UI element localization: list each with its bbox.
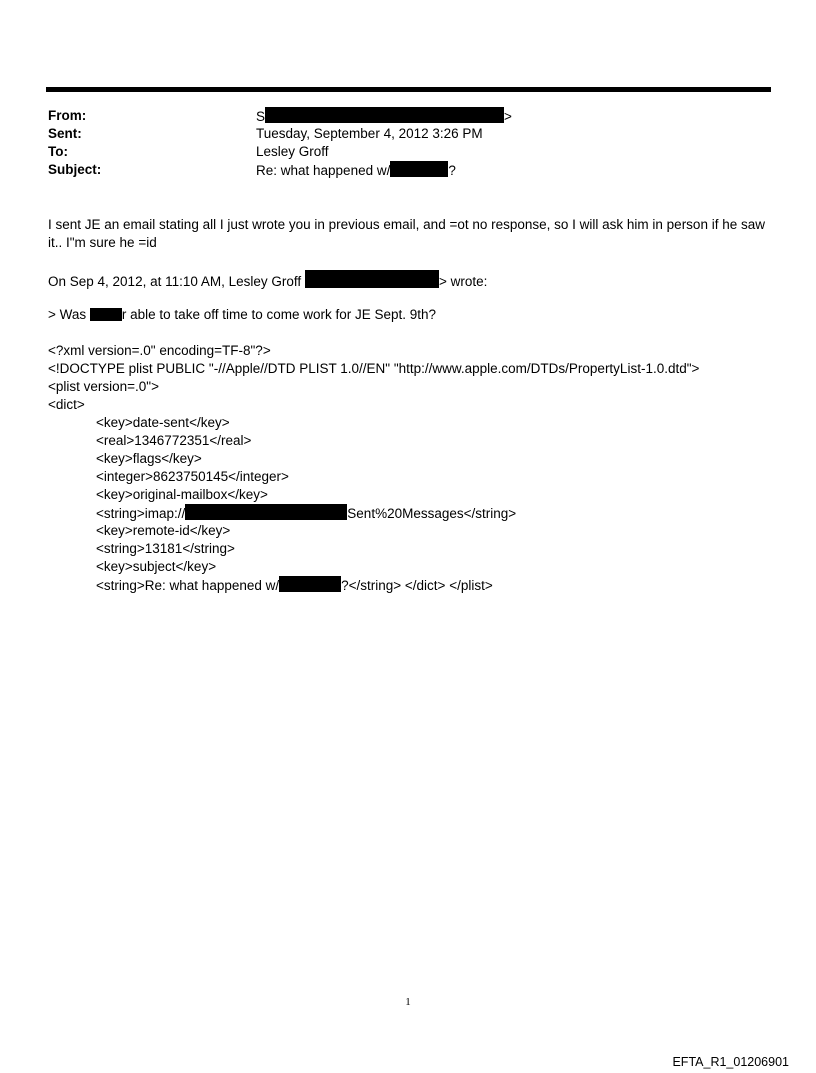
to-value: Lesley Groff [256, 144, 329, 159]
doctype-line: <!DOCTYPE plist PUBLIC "-//Apple//DTD PLIST 1.0//EN" "http://www.apple.com/DTDs/PropertyList-1.0.dtd"> [48, 361, 700, 376]
sent-label: Sent: [48, 126, 82, 141]
plist-line: <string>Re: what happened w/ ?</string> </dict> </plist> [96, 578, 493, 593]
redaction-block [185, 504, 347, 520]
quoted-line: > Was r able to take off time to come work for JE Sept. 9th? [48, 307, 437, 322]
plist-line: <string>imap:// Sent%20Messages</string> [96, 506, 517, 521]
dict-open: <dict> [48, 397, 85, 412]
plist-line: <key>remote-id</key> [96, 523, 231, 538]
plist-open: <plist version=.0"> [48, 379, 159, 394]
plist-line: <key>date-sent</key> [96, 415, 230, 430]
plist-line: <string>13181</string> [96, 541, 235, 556]
redaction-block [90, 308, 122, 321]
document-id: EFTA_R1_01206901 [672, 1055, 789, 1069]
plist-line: <key>original-mailbox</key> [96, 487, 268, 502]
body-paragraph: I sent JE an email stating all I just wrote you in previous email, and =ot no response, so I will ask him in person if he saw it.. I"m sure he =id [48, 217, 765, 250]
redaction-block [390, 161, 448, 177]
redaction-block [265, 107, 504, 123]
subject-label: Subject: [48, 162, 102, 177]
redaction-block [279, 576, 341, 592]
sent-value: Tuesday, September 4, 2012 3:26 PM [256, 126, 483, 141]
to-label: To: [48, 144, 68, 159]
subject-value: Re: what happened w/ ? [256, 163, 456, 178]
plist-line: <integer>8623750145</integer> [96, 469, 289, 484]
redaction-block [305, 270, 439, 288]
header-rule [46, 87, 771, 92]
from-label: From: [48, 108, 87, 123]
plist-line: <real>1346772351</real> [96, 433, 252, 448]
quote-intro: On Sep 4, 2012, at 11:10 AM, Lesley Groff > wrote: [48, 270, 487, 291]
from-value: S > [256, 109, 512, 124]
plist-line: <key>subject</key> [96, 559, 217, 574]
page-number: 1 [405, 996, 411, 1008]
plist-line: <key>flags</key> [96, 451, 202, 466]
xml-declaration: <?xml version=.0" encoding=TF-8"?> [48, 343, 271, 358]
